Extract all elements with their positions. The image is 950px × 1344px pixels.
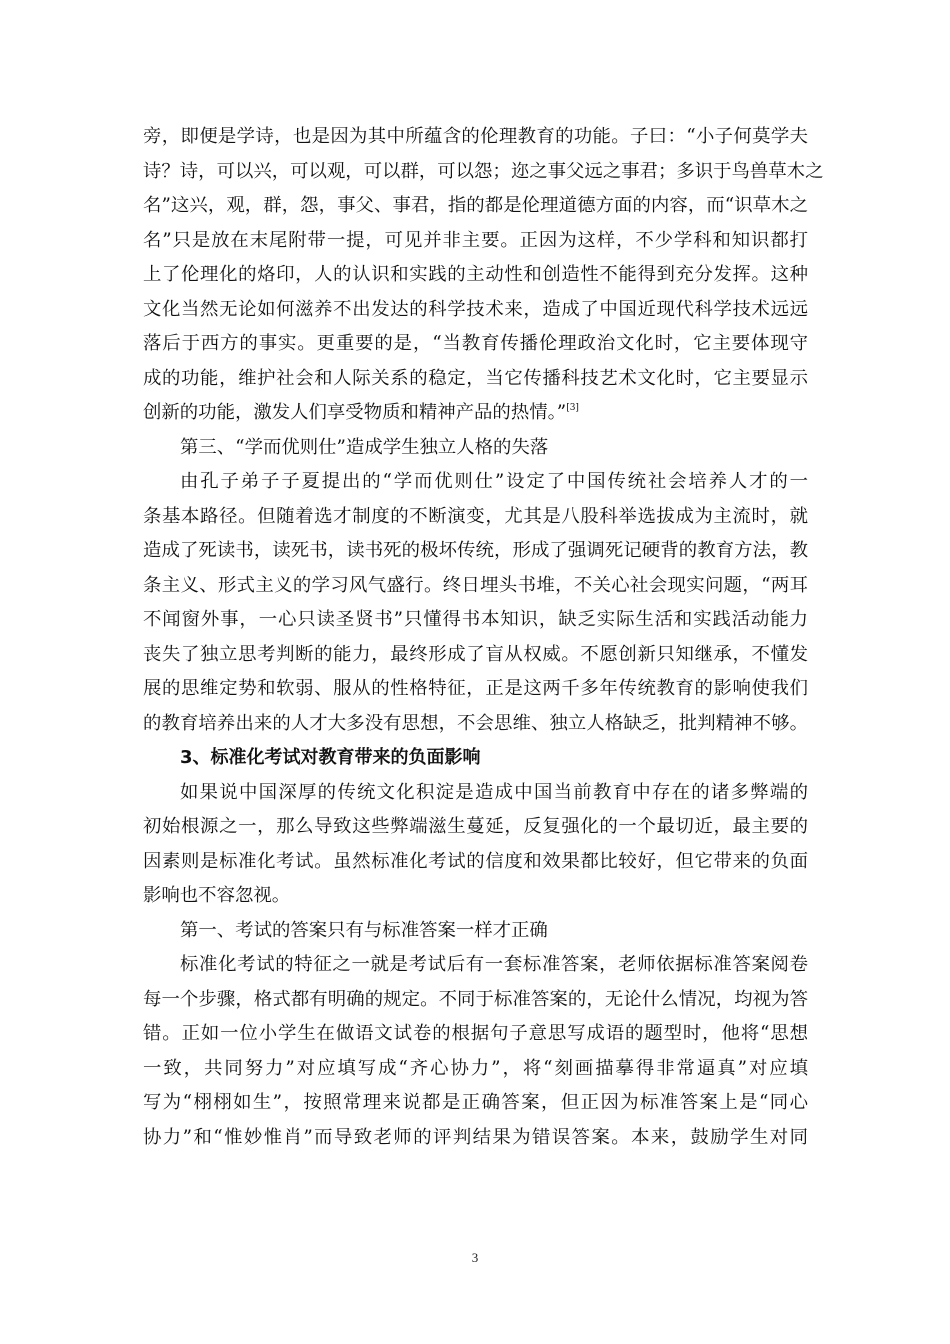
text-line: 名”只是放在末尾附带一提，可见并非主要。正因为这样，不少学科和知识都打 — [143, 229, 808, 251]
text-line: 旁，即便是学诗，也是因为其中所蕴含的伦理教育的功能。子曰：“小子何莫学夫 — [143, 126, 808, 147]
paragraph — [143, 465, 808, 741]
text-line: 协力”和“惟妙惟肖”而导致老师的评判结果为错误答案。本来，鼓励学生对同 — [143, 1126, 808, 1148]
paragraph — [143, 120, 824, 431]
text-line: 一致，共同努力”对应填写成“齐心协力”，将“刻画描摹得非常逼真”对应填 — [143, 1057, 808, 1079]
text-line: 展的思维定势和软弱、服从的性格特征，正是这两千多年传统教育的影响使我们 — [143, 678, 808, 699]
text-line: 丧失了独立思考判断的能力，最终形成了盲从权威。不愿创新只知继承，不懂发 — [143, 643, 808, 665]
text-line: 诗？诗，可以兴，可以观，可以群，可以怨；迩之事父远之事君；多识于鸟兽草木之 — [143, 160, 824, 182]
subheading: 第一、考试的答案只有与标准答案一样才正确 — [180, 919, 548, 941]
text-fragment: 创新的功能，激发人们享受物质和精神产品的热情。” — [143, 402, 567, 423]
text-line: 上了伦理化的烙印，人的认识和实践的主动性和创造性不能得到充分发挥。这种 — [143, 264, 808, 285]
text-line: 条主义、形式主义的学习风气盛行。终日埋头书堆，不关心社会现实问题，“两耳 — [143, 574, 808, 596]
citation-reference: [3] — [566, 403, 579, 413]
text-line: 写为“栩栩如生”，按照常理来说都是正确答案，但正因为标准答案上是“同心 — [143, 1092, 808, 1113]
text-line: 名”这兴，观，群，怨，事父、事君，指的都是伦理道德方面的内容，而“识草木之 — [143, 195, 808, 216]
text-line — [143, 396, 808, 431]
subheading: 第三、“学而优则仕”造成学生独立人格的失落 — [180, 436, 549, 458]
text-line: 每一个步骤，格式都有明确的规定。不同于标准答案的，无论什么情况，均视为答 — [143, 988, 808, 1010]
text-line: 影响也不容忽视。 — [143, 885, 291, 906]
paragraph — [143, 948, 808, 1155]
text-line: 初始根源之一，那么导致这些弊端滋生蔓延，反复强化的一个最切近，最主要的 — [143, 816, 808, 837]
text-line: 由孔子弟子子夏提出的“学而优则仕”设定了中国传统社会培养人才的一 — [180, 471, 808, 492]
text-line: 条基本路径。但随着选才制度的不断演变，尤其是八股科举选拔成为主流时，就 — [143, 505, 808, 527]
text-line: 因素则是标准化考试。虽然标准化考试的信度和效果都比较好，但它带来的负面 — [143, 850, 808, 872]
page-number: 3 — [471, 1250, 479, 1265]
text-line: 如果说中国深厚的传统文化积淀是造成中国当前教育中存在的诸多弊端的 — [180, 781, 808, 803]
text-line: 造成了死读书，读死书，读书死的极坏传统，形成了强调死记硬背的教育方法，教 — [143, 540, 808, 561]
text-line: 落后于西方的事实。更重要的是，“当教育传播伦理政治文化时，它主要体现守 — [143, 333, 808, 354]
text-line: 成的功能，维护社会和人际关系的稳定，当它传播科技艺术文化时，它主要显示 — [143, 367, 808, 389]
body-text — [143, 120, 824, 1155]
paragraph — [143, 776, 808, 914]
section-heading: 3、标准化考试对教育带来的负面影响 — [180, 747, 481, 768]
text-line: 错。正如一位小学生在做语文试卷的根据句子意思写成语的题型时，他将“思想 — [143, 1023, 808, 1044]
text-line: 的教育培养出来的人才大多没有思想，不会思维、独立人格缺乏，批判精神不够。 — [143, 712, 808, 734]
text-line: 不闻窗外事，一心只读圣贤书”只懂得书本知识，缺乏实际生活和实践活动能力 — [143, 609, 808, 630]
text-line: 标准化考试的特征之一就是考试后有一套标准答案，老师依据标准答案阅卷 — [180, 954, 808, 975]
text-line: 文化当然无论如何滋养不出发达的科学技术来，造成了中国近现代科学技术远远 — [143, 298, 808, 320]
